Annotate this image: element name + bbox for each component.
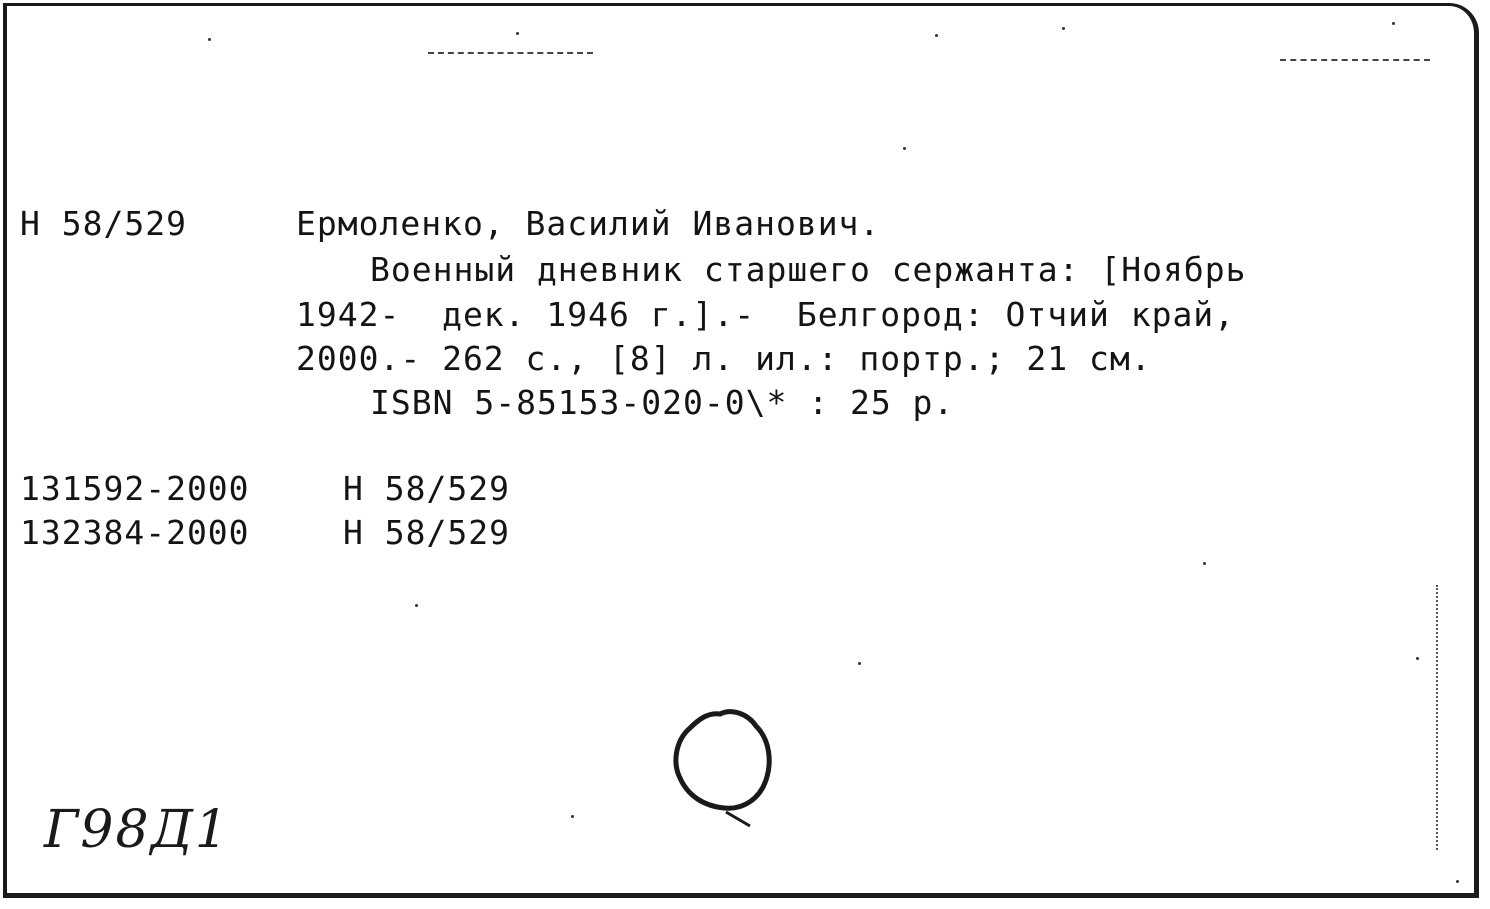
call-number: Н 58/529 [20, 204, 187, 243]
scan-speck [1062, 27, 1065, 30]
isbn-line: ISBN 5-85153-020-0\* : 25 р. [370, 383, 955, 422]
scan-speck [208, 38, 211, 41]
scan-speck [935, 34, 938, 37]
holding-shelfmark: Н 58/529 [343, 513, 510, 552]
scan-speck [1203, 562, 1206, 565]
scan-speck [1392, 22, 1395, 25]
punch-hole-mark [660, 700, 780, 830]
scan-speck [415, 604, 418, 607]
holding-inventory: 132384-2000 [20, 513, 250, 552]
scan-edge-noise [1436, 585, 1438, 850]
author-heading: Ермоленко, Василий Иванович. [296, 204, 881, 243]
imprint-line-2: 2000.- 262 с., [8] л. ил.: портр.; 21 см. [296, 339, 1152, 378]
title-line: Военный дневник старшего сержанта: [Ноябрь [370, 250, 1247, 289]
scan-dash-top-left [428, 52, 593, 54]
handwritten-note: Г98Д1 [44, 800, 230, 860]
scan-speck [903, 147, 906, 150]
scan-speck [1456, 880, 1459, 883]
scan-speck [516, 32, 519, 35]
holding-inventory: 131592-2000 [20, 469, 250, 508]
scan-speck [571, 815, 574, 818]
holding-shelfmark: Н 58/529 [343, 469, 510, 508]
scan-speck [858, 662, 861, 665]
scan-speck [1416, 657, 1419, 660]
scan-dash-top-right [1280, 59, 1430, 61]
imprint-line-1: 1942- дек. 1946 г.].- Белгород: Отчий край, [296, 295, 1236, 334]
